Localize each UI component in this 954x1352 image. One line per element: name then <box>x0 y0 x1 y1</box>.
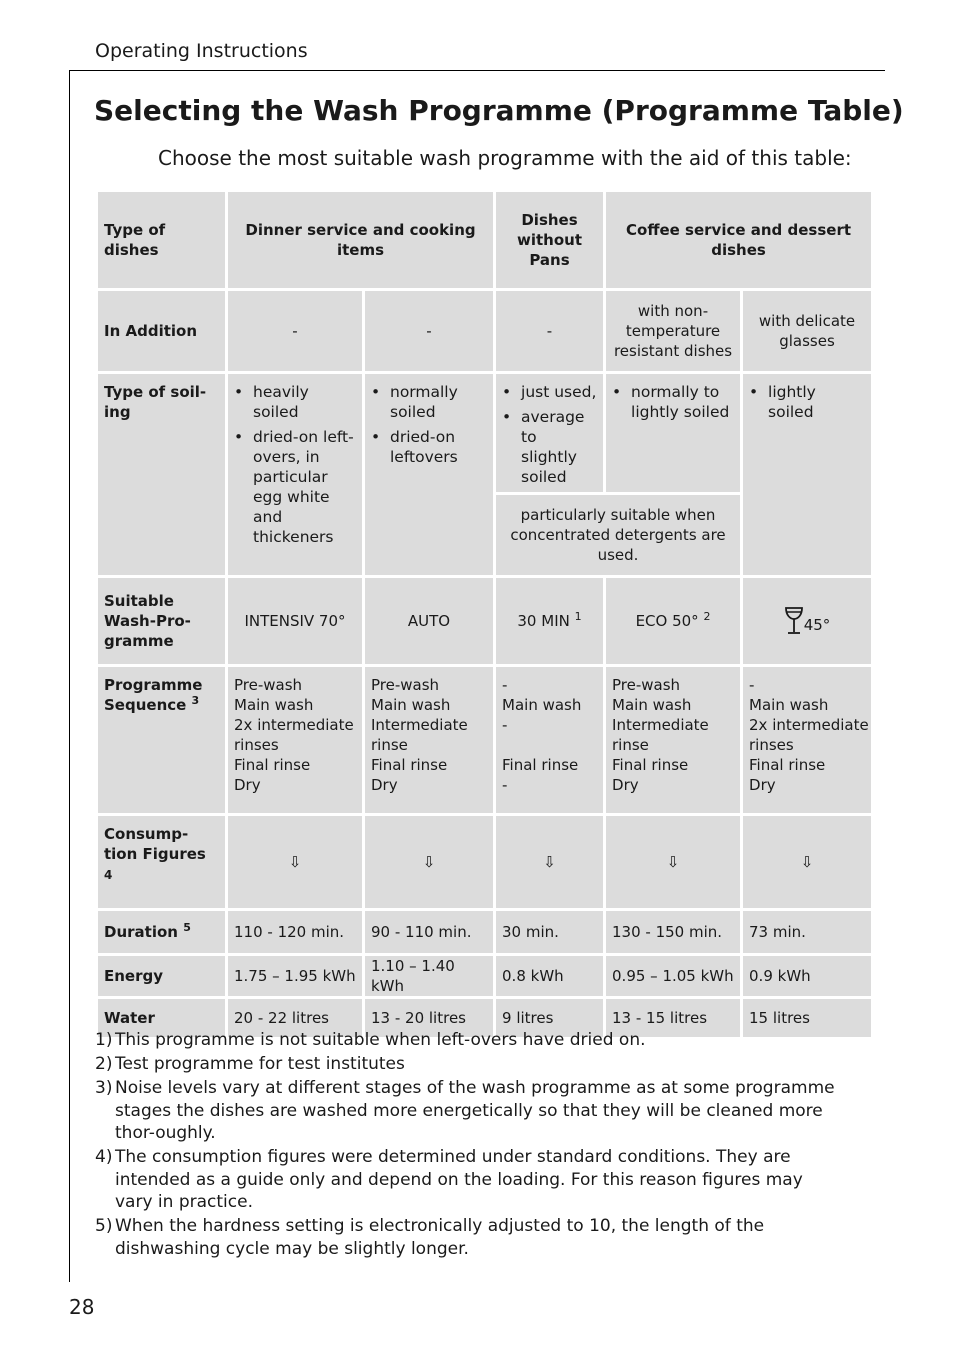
footnote-ref: 2 <box>703 610 711 623</box>
row-label-type-of-dishes: Type of dishes <box>98 192 225 288</box>
soiling-cell-auto <box>365 374 493 575</box>
row-label-sequence: Programme Sequence $^3$ <box>98 667 225 813</box>
row-label-soiling: Type of soil-ing <box>98 374 225 575</box>
duration-cell: 130 - 150 min. <box>606 911 740 953</box>
down-arrow-icon: ⇩ <box>228 816 362 908</box>
soiling-item: • heavily soiled <box>234 382 356 422</box>
water-cell: 9 litres <box>496 999 603 1037</box>
in-addition-cell: - <box>365 291 493 371</box>
row-energy <box>98 956 871 996</box>
down-arrow-icon: ⇩ <box>496 816 603 908</box>
programme-glass: 45° <box>743 578 871 664</box>
page-title: Selecting the Wash Programme (Programme Table) <box>94 94 904 127</box>
footnotes <box>95 1029 835 1262</box>
energy-cell: 0.95 – 1.05 kWh <box>606 956 740 996</box>
energy-cell: 0.9 kWh <box>743 956 871 996</box>
water-cell: 13 - 20 litres <box>365 999 493 1037</box>
soiling-item: • normally soiled <box>371 382 487 422</box>
sequence-cell: - Main wash - Final rinse - <box>496 667 603 813</box>
detergent-note: particularly suitable when concentrated detergents are used. <box>496 495 740 575</box>
soiling-item: • dried-on leftovers <box>371 427 487 467</box>
soiling-item: • lightly soiled <box>749 382 865 422</box>
footnote-ref: 1 <box>574 610 582 623</box>
soiling-cell-30min <box>496 374 603 492</box>
footnote-ref: 5 <box>183 921 191 934</box>
programme-eco: ECO 50° $^2$ <box>606 578 740 664</box>
sequence-cell: - Main wash 2x intermediate rinses Final rinse Dry <box>743 667 871 813</box>
footnote-item: 3) Noise levels vary at different stages of the wash programme as at some programme stages the dishes are washed more energetically so that they will be cleaned more thor-oughly. <box>95 1078 835 1143</box>
column-group-coffee: Coffee service and dessert dishes <box>606 192 871 288</box>
soiling-cell-intensive <box>228 374 362 575</box>
row-soiling <box>98 374 871 492</box>
programme-auto: AUTO <box>365 578 493 664</box>
soiling-item: • just used, <box>502 382 597 402</box>
wine-glass-icon <box>784 606 804 636</box>
sequence-cell: Pre-wash Main wash 2x intermediate rinses Final rinse Dry <box>228 667 362 813</box>
column-group-dinner: Dinner service and cooking items <box>228 192 493 288</box>
duration-cell: 73 min. <box>743 911 871 953</box>
intro-text: Choose the most suitable wash programme with the aid of this table: <box>158 146 852 170</box>
down-arrow-icon: ⇩ <box>743 816 871 908</box>
sequence-cell: Pre-wash Main wash Intermediate rinse Final rinse Dry <box>606 667 740 813</box>
programme-intensiv: INTENSIV 70° <box>228 578 362 664</box>
soiling-item: • average to slightly soiled <box>502 407 597 487</box>
footnote-item: 2) Test programme for test institutes <box>95 1054 405 1074</box>
footnote-item: 5) When the hardness setting is electronically adjusted to 10, the length of the dishwashing cycle may be slightly longer. <box>95 1216 765 1259</box>
row-label-programme: Suitable Wash-Pro-gramme <box>98 578 225 664</box>
footnote-ref: 3 <box>191 694 200 707</box>
in-addition-cell: with non-temperature resistant dishes <box>606 291 740 371</box>
row-programme <box>98 578 871 664</box>
duration-cell: 90 - 110 min. <box>365 911 493 953</box>
header-rule <box>69 70 885 71</box>
row-duration <box>98 911 871 953</box>
down-arrow-icon: ⇩ <box>365 816 493 908</box>
soiling-cell-eco <box>606 374 740 492</box>
row-in-addition <box>98 291 871 371</box>
row-label-in-addition: In Addition <box>98 291 225 371</box>
row-consumption <box>98 816 871 908</box>
energy-cell: 0.8 kWh <box>496 956 603 996</box>
footnote-item: 1) This programme is not suitable when left-overs have dried on. <box>95 1030 646 1050</box>
water-cell: 13 - 15 litres <box>606 999 740 1037</box>
programme-table <box>95 189 874 1040</box>
soiling-cell-glass <box>743 374 871 575</box>
energy-cell: 1.10 – 1.40 kWh <box>365 956 493 996</box>
footnote-item: 4) The consumption figures were determined under standard conditions. They are intended as a guide only and depend on the loading. For this reason figures may vary in practice. <box>95 1147 803 1212</box>
row-sequence <box>98 667 871 813</box>
row-label-consumption: Consump-tion Figures 4 <box>98 816 225 908</box>
row-label-water: Water <box>98 999 225 1037</box>
water-cell: 15 litres <box>743 999 871 1037</box>
energy-cell: 1.75 – 1.95 kWh <box>228 956 362 996</box>
programme-30min: 30 MIN $^1$ <box>496 578 603 664</box>
water-cell: 20 - 22 litres <box>228 999 362 1037</box>
soiling-item: • dried-on left-overs, in particular egg white and thickeners <box>234 427 356 547</box>
section-header: Operating Instructions <box>95 40 308 62</box>
sequence-cell: Pre-wash Main wash Intermediate rinse Final rinse Dry <box>365 667 493 813</box>
duration-cell: 30 min. <box>496 911 603 953</box>
page-number: 28 <box>69 1295 95 1319</box>
down-arrow-icon: ⇩ <box>606 816 740 908</box>
row-label-duration: Duration $^5$ <box>98 911 225 953</box>
margin-rule <box>69 70 70 1282</box>
soiling-item: • normally to lightly soiled <box>612 382 734 422</box>
row-type-of-dishes <box>98 192 871 288</box>
column-group-no-pans: Dishes without Pans <box>496 192 603 288</box>
footnote-ref: 4 <box>104 868 113 882</box>
duration-cell: 110 - 120 min. <box>228 911 362 953</box>
in-addition-cell: - <box>228 291 362 371</box>
row-label-energy: Energy <box>98 956 225 996</box>
in-addition-cell: with delicate glasses <box>743 291 871 371</box>
in-addition-cell: - <box>496 291 603 371</box>
